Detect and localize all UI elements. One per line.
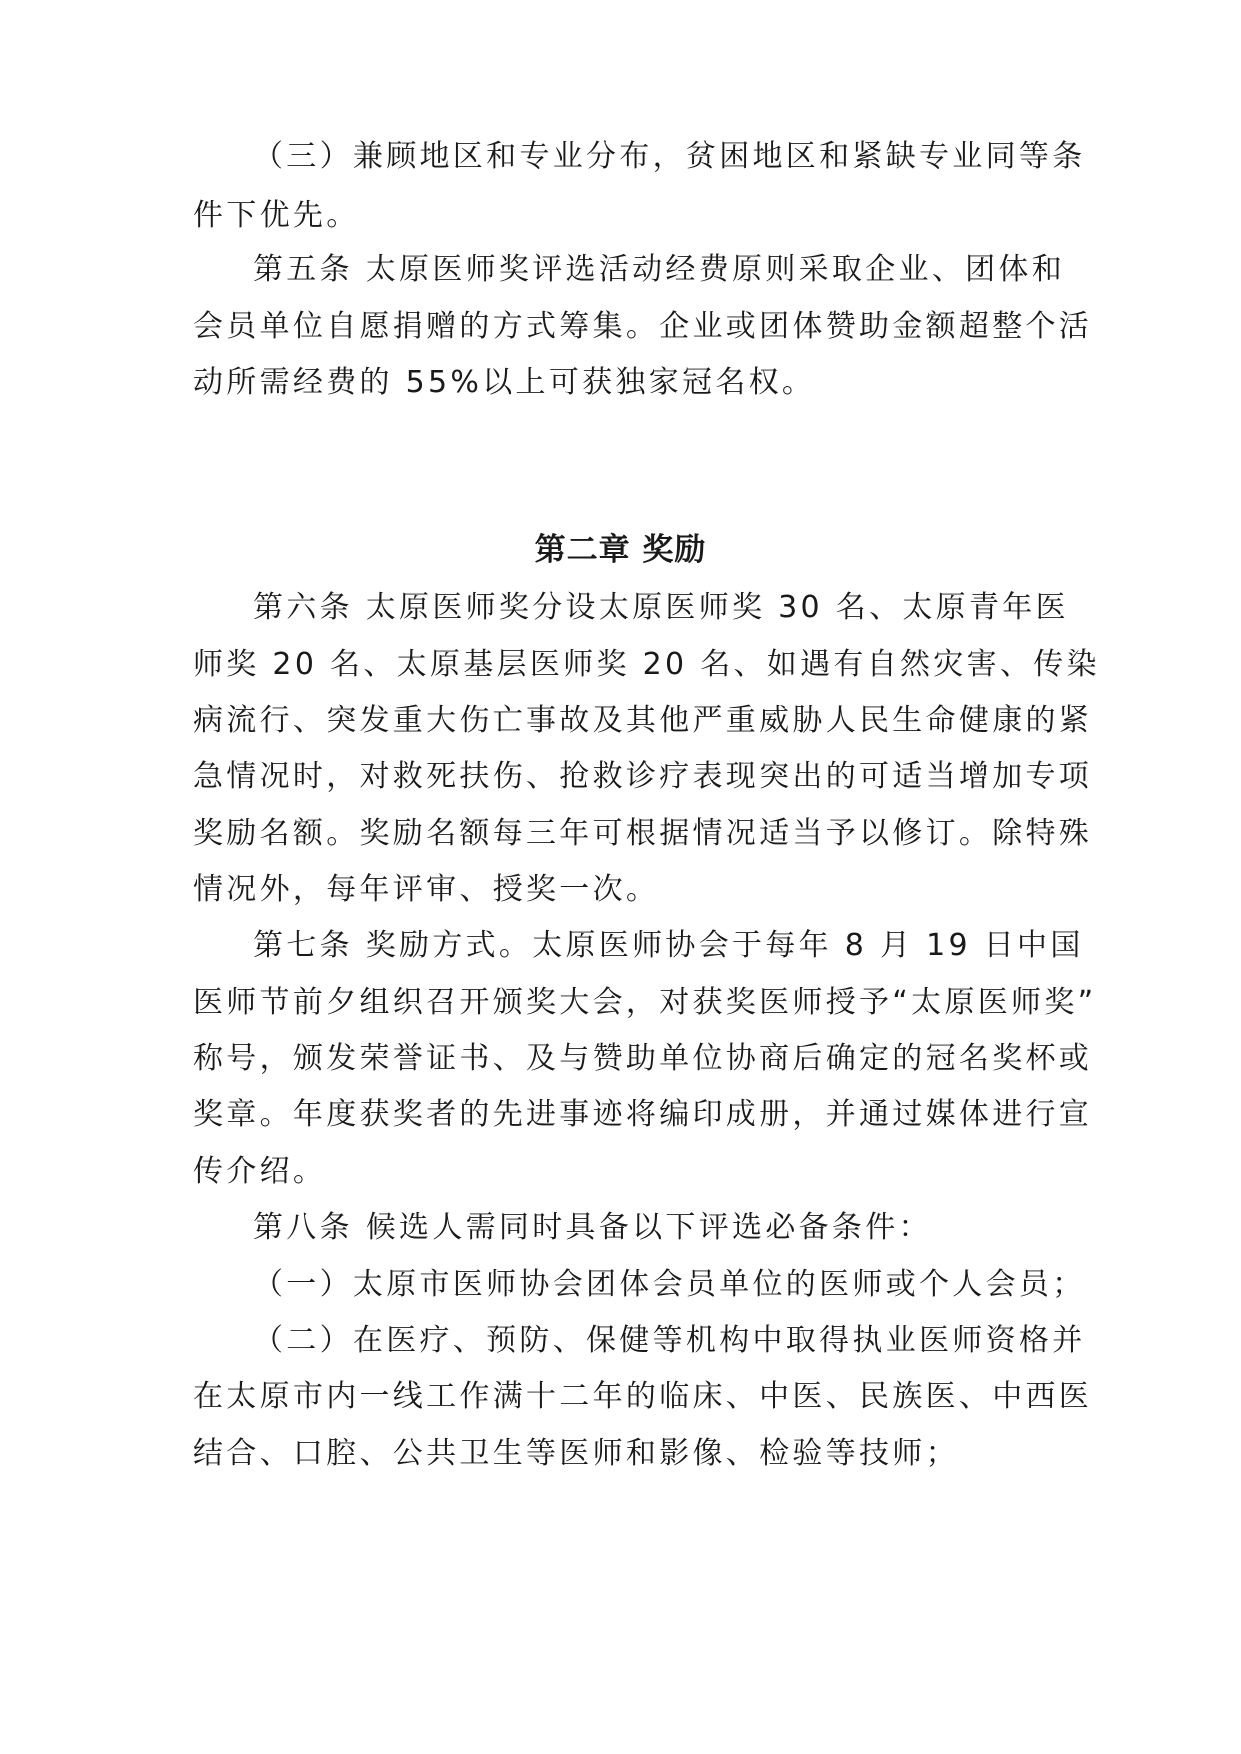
paragraph-line: 情况外，每年评审、授奖一次。 — [193, 872, 660, 907]
paragraph-line: 第八条 候选人需同时具备以下评选必备条件： — [253, 1210, 932, 1245]
paragraph-line: 结合、口腔、公共卫生等医师和影像、检验等技师； — [193, 1436, 959, 1471]
paragraph-line: 第七条 奖励方式。太原医师协会于每年 8 月 19 日中国 — [253, 928, 1084, 963]
paragraph-line: 奖章。年度获奖者的先进事迹将编印成册，并通过媒体进行宣 — [193, 1097, 1093, 1132]
paragraph-line: （二）在医疗、预防、保健等机构中取得执业医师资格并 — [253, 1323, 1086, 1358]
paragraph-line: 在太原市内一线工作满十二年的临床、中医、民族医、中西医 — [193, 1379, 1093, 1414]
paragraph-line: 第五条 太原医师奖评选活动经费原则采取企业、团体和 — [253, 252, 1066, 287]
paragraph-line: 病流行、突发重大伤亡事故及其他严重威胁人民生命健康的紧 — [193, 703, 1093, 738]
paragraph-line: 传介绍。 — [193, 1154, 327, 1189]
chapter-title: 第二章 奖励 — [534, 532, 707, 568]
paragraph-line: 第六条 太原医师奖分设太原医师奖 30 名、太原青年医 — [253, 590, 1069, 625]
paragraph-line: 奖励名额。奖励名额每三年可根据情况适当予以修订。除特殊 — [193, 816, 1093, 851]
paragraph-line: 急情况时，对救死扶伤、抢救诊疗表现突出的可适当增加专项 — [193, 759, 1093, 794]
paragraph-line: 件下优先。 — [193, 198, 360, 233]
paragraph-line: （三）兼顾地区和专业分布，贫困地区和紧缺专业同等条 — [253, 139, 1086, 174]
paragraph-line: （一）太原市医师协会团体会员单位的医师或个人会员； — [253, 1267, 1086, 1302]
paragraph-line: 称号，颁发荣誉证书、及与赞助单位协商后确定的冠名奖杯或 — [193, 1041, 1093, 1076]
paragraph-line: 师奖 20 名、太原基层医师奖 20 名、如遇有自然灾害、传染 — [193, 647, 1100, 682]
paragraph-line: 医师节前夕组织召开颁奖大会，对获奖医师授予“太原医师奖” — [193, 985, 1097, 1020]
paragraph-line: 会员单位自愿捐赠的方式筹集。企业或团体赞助金额超整个活 — [193, 309, 1093, 344]
paragraph-line: 动所需经费的 55%以上可获独家冠名权。 — [193, 365, 816, 400]
